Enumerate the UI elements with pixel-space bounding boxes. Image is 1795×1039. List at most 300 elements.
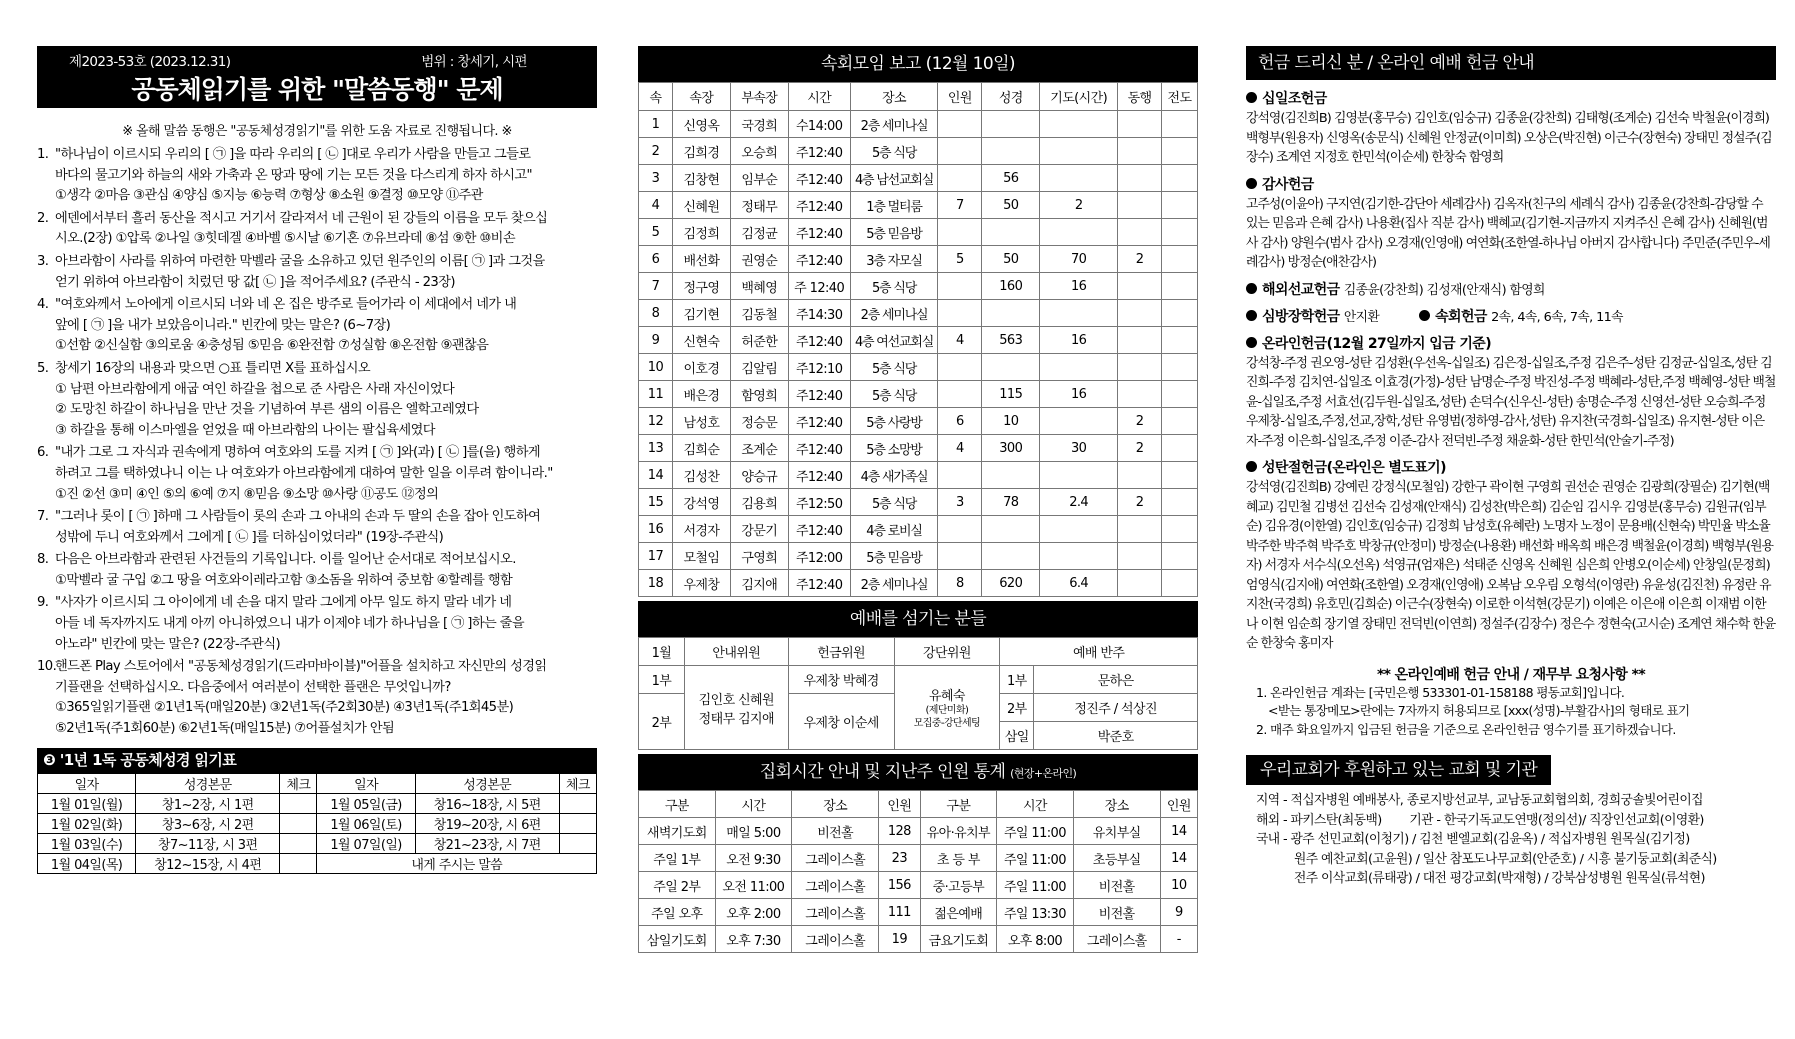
usher-1: 김인호 신혜원 (698, 692, 774, 708)
plan-cell: 1월 03일(수) (38, 833, 136, 853)
meeting-cell: 2 (1118, 246, 1162, 273)
meeting-cell (938, 300, 982, 327)
question-item (37, 550, 597, 591)
meeting-cell: 5층 식당 (850, 273, 938, 300)
meeting-cell: 주12:40 (788, 192, 850, 219)
bullet-icon (1246, 283, 1257, 294)
meeting-cell (1161, 246, 1197, 273)
question-number: 5. (37, 360, 49, 376)
attendance-cell: 14 (1160, 845, 1197, 872)
attendance-cell: 주일 오후 (639, 899, 716, 926)
meeting-cell: 7 (938, 192, 982, 219)
support-domestic-2: 원주 예찬교회(고윤원) / 일산 참포도나무교회(안준호) / 시흥 불기둥교회(최준식) (1294, 851, 1717, 867)
plan-row (38, 813, 597, 833)
meeting-cell: 2 (1118, 489, 1162, 516)
meeting-cell (938, 111, 982, 138)
attendance-row (639, 899, 1198, 926)
meeting-cell: 115 (982, 381, 1040, 408)
accomp-2-label: 2부 (1000, 694, 1034, 722)
meeting-cell (1118, 165, 1162, 192)
meeting-cell: 11 (639, 381, 673, 408)
meeting-cell: 6 (639, 246, 673, 273)
meeting-header-cell: 장소 (850, 83, 938, 111)
meeting-cell: 50 (982, 192, 1040, 219)
xmas-list: 강석영(김진희B) 강예린 강정식(모철임) 강한구 곽이현 구영희 권선순 권영순 김광희(장필순) 김기현(백혜교) 김민철 김병선 김선숙 김성재(안재식) 김성찬(박은희) 김순임 김시우 김영분(홍무승) 김원규(임부순) 김유경(이한열) 김인호(임숭규) 김정희 남성호(유혜란) 노명자 노정이 문용배(신현숙) 박민율 박소율 박주한 박주혁 박주호 박창규(안정미) 방정순(나용환) 배선화 배옥희 배은경 백철윤(이경희) 백형부(원용자) 서경자 서수식(오선옥) 석영규(엄재은) 석태준 신영옥 신혜원 심은희 안병오(이순세) 안창일(문정희) 엄영식(김지애) 여연화(조한열) 오경재(인영애) 오복남 오우림 오형석(이영란) 유윤성(김진천) 유정란 유지찬(국경희) 유호민(김희순) 이근수(장현숙) 이로한 이석현(강문기) 이예은 이은애 이은희 이재범 이한나 이현 임순희 장기열 장태민 전덕빈(이연희) 정설주(김장수) 정은수 정현숙(고시순) 조계연 채수학 한윤순 한창숙 홍미자 (1246, 480, 1776, 651)
question-text (37, 252, 597, 273)
meeting-cell (1161, 165, 1197, 192)
meeting-cell (938, 138, 982, 165)
attendance-cell: - (1160, 926, 1197, 953)
question-line (55, 614, 597, 635)
meeting-cell (1118, 570, 1162, 597)
serve-usher-names (684, 666, 788, 750)
meeting-cell: 2층 세미나실 (850, 300, 938, 327)
question-line-text: ①진 ②선 ③미 ④인 ⑤의 ⑥예 ⑦지 ⑧믿음 ⑨소망 ⑩사랑 ⑪공도 ⑫정의 (55, 486, 439, 502)
meeting-cell: 주12:10 (788, 354, 850, 381)
meeting-cell: 신현숙 (672, 327, 730, 354)
plan-header-cell: 성경본문 (415, 773, 559, 793)
meeting-cell: 김정희 (672, 219, 730, 246)
attendance-cell: 금요기도회 (920, 926, 997, 953)
meeting-cell (1161, 219, 1197, 246)
meeting-cell: 주12:40 (788, 219, 850, 246)
meeting-cell (1161, 138, 1197, 165)
tithe-list: 강석영(김진희B) 김영분(홍무승) 김인호(임숭규) 김종윤(강찬희) 김태형(조계순) 김선숙 박철윤(이경희) 백형부(원용자) 신영옥(송문식) 신혜원 안정균(이미희) 오상은(박진현) 이근수(장현숙) 장태민 정설주(김장수) 조계연 지정호 한민석(이순세) 한창숙 함영희 (1246, 111, 1772, 165)
meeting-cell: 정구영 (672, 273, 730, 300)
attendance-header-cell: 인원 (879, 791, 920, 818)
question-line-text: 바다의 물고기와 하늘의 새와 가축과 온 땅과 땅에 기는 모든 것을 다스리게 하자 하시고" (55, 167, 533, 183)
service-staff-table (638, 637, 1198, 750)
meeting-cell (1118, 192, 1162, 219)
accomp-1-label: 1부 (1000, 666, 1034, 694)
meeting-cell: 이호경 (672, 354, 730, 381)
meeting-cell: 신영옥 (672, 111, 730, 138)
attendance-cell: 오전 11:00 (715, 872, 792, 899)
question-item (37, 359, 597, 441)
attendance-cell: 오전 9:30 (715, 845, 792, 872)
meeting-row (639, 381, 1198, 408)
meeting-row (639, 165, 1198, 192)
xmas-section-title (1246, 459, 1776, 478)
question-line-text: 에덴에서부터 흘러 동산을 적시고 거기서 갈라져서 네 근원이 된 강들의 이름을 모두 찾으십 (55, 210, 548, 226)
meeting-cell: 4 (639, 192, 673, 219)
meeting-row (639, 543, 1198, 570)
meeting-cell (1161, 354, 1197, 381)
support-local: 지역 - 적십자병원 예배봉사, 종로지방선교부, 교남동교회협의회, 경희궁솔빛어린이집 (1256, 793, 1703, 808)
meeting-cell: 배선화 (672, 246, 730, 273)
meeting-cell (982, 111, 1040, 138)
plan-check-cell[interactable] (559, 793, 596, 813)
meeting-header-cell: 전도 (1161, 83, 1197, 111)
meeting-cell: 김정균 (730, 219, 788, 246)
meeting-cell: 9 (639, 327, 673, 354)
question-item (37, 252, 597, 293)
question-line (55, 635, 597, 656)
meeting-cell (938, 381, 982, 408)
meeting-row (639, 354, 1198, 381)
meeting-cell (1040, 300, 1118, 327)
meeting-cell (1040, 219, 1118, 246)
question-number: 3. (37, 253, 49, 269)
meeting-cell: 5 (938, 246, 982, 273)
meeting-cell: 16 (1040, 273, 1118, 300)
support-title: 우리교회가 후원하고 있는 교회 및 기관 (1246, 755, 1551, 785)
meeting-report-table (638, 82, 1198, 597)
question-line-text: 기플랜을 선택하십시오. 다음중에서 여러분이 선택한 플랜은 무엇입니까? (55, 679, 451, 695)
meeting-row (639, 462, 1198, 489)
meeting-cell: 4층 새가족실 (850, 462, 938, 489)
plan-cell: 창1~2장, 시 1편 (136, 793, 280, 813)
question-line-text: 아들 네 독자까지도 내게 아끼 아니하였으니 내가 이제야 네가 하나님을 [ ㉠ ]하는 줄을 (55, 616, 524, 632)
support-domestic-3: 전주 이삭교회(류태광) / 대전 평강교회(박재형) / 강북삼성병원 원목실(류석현) (1294, 871, 1705, 886)
attendance-cell: 비전홀 (1073, 872, 1160, 899)
attendance-cell: 중·고등부 (920, 872, 997, 899)
question-line (55, 186, 597, 207)
serve-accomp-header: 예배 반주 (1000, 638, 1198, 666)
meeting-cell (938, 516, 982, 543)
bullet-icon (1246, 310, 1257, 321)
attendance-cell: 그레이스홀 (792, 872, 879, 899)
meeting-cell (1161, 192, 1197, 219)
meeting-cell (1118, 462, 1162, 489)
offering-column (1246, 46, 1776, 889)
meeting-cell (938, 273, 982, 300)
question-line-text: "내가 그로 그 자식과 권속에게 명하여 여호와의 도를 지켜 [ ㉠ ]와(과) [ ㉡ ]를(을) 행하게 (55, 445, 541, 461)
question-number: 1. (37, 147, 49, 162)
meeting-cell: 13 (639, 435, 673, 462)
meeting-cell (1040, 111, 1118, 138)
question-text (37, 657, 597, 678)
meeting-cell: 70 (1040, 246, 1118, 273)
meeting-cell (1118, 381, 1162, 408)
meeting-cell: 56 (982, 165, 1040, 192)
attendance-cell: 비전홀 (1073, 899, 1160, 926)
question-line-text: ① 남편 아브라함에게 애굽 여인 하갈을 첩으로 준 사람은 사래 자신이었다 (55, 381, 455, 397)
meeting-cell: 14 (639, 462, 673, 489)
meeting-cell: 강문기 (730, 516, 788, 543)
question-line-text: 앞에 [ ㉠ ]을 내가 보았음이니라." 빈칸에 맞는 말은? (6~7장) (55, 317, 391, 333)
meeting-cell: 6.4 (1040, 570, 1118, 597)
meeting-cell: 15 (639, 489, 673, 516)
attendance-cell: 새벽기도회 (639, 818, 716, 845)
serve-altar-header: 강단위원 (894, 638, 1000, 666)
attendance-cell: 그레이스홀 (792, 926, 879, 953)
meeting-report-body (639, 111, 1198, 597)
meeting-cell (1161, 111, 1197, 138)
attendance-subtitle: (현장+온라인) (1010, 767, 1077, 780)
meeting-cell: 주12:40 (788, 138, 850, 165)
accomp-1-name: 문하은 (1034, 666, 1198, 694)
attendance-cell: 156 (879, 872, 920, 899)
meeting-cell (982, 543, 1040, 570)
meeting-row (639, 138, 1198, 165)
meeting-cell (1161, 570, 1197, 597)
plan-header-cell: 일자 (38, 773, 136, 793)
meeting-cell: 주12:00 (788, 543, 850, 570)
meeting-cell (1118, 354, 1162, 381)
attendance-header-cell: 장소 (792, 791, 879, 818)
plan-check-cell[interactable] (559, 833, 596, 853)
meeting-cell (1118, 273, 1162, 300)
meeting-cell: 4층 남선교회실 (850, 165, 938, 192)
question-number: 4. (37, 297, 49, 313)
meeting-cell: 4 (938, 327, 982, 354)
attendance-header-cell: 인원 (1160, 791, 1197, 818)
online-list: 강석창-주정 권오영-성탄 김성환(우선옥-십일조) 김은정-십일조,주정 김은주-성탄 김정균-십일조,성탄 김진희-주정 김치연-십일조 이효경(가정)-성탄 남명순-주정 박진성-주정 백혜라-성탄,주정 백혜영-성탄 백철윤-십일조,주정 서효선(김두원-십일조,성탄) 손덕수(신우신-성탄) 송명순-주정 신영선-성탄 오승희-주정 우제창-십일조,주정,선교,장학,성탄 유영범(정하영-감사,성탄) 유지찬(국경희-십일조) 유지현-성탄 이은자-주정 이은희-십일조,주정 이준-감사 전덕빈-주정 채윤화-성탄 한민석(안술기-주정) (1246, 355, 1776, 449)
meeting-cell (1040, 462, 1118, 489)
attendance-cell: 주일 11:00 (997, 872, 1074, 899)
attendance-header-cell: 시간 (997, 791, 1074, 818)
meeting-cell: 30 (1040, 435, 1118, 462)
meeting-cell: 국경희 (730, 111, 788, 138)
meeting-cell: 양승규 (730, 462, 788, 489)
meeting-cell (938, 219, 982, 246)
meeting-cell: 10 (639, 354, 673, 381)
question-line-text: ⑤2년1독(주1회60분) ⑥2년1독(매일15분) ⑦어플설치가 안됨 (55, 721, 395, 737)
meeting-header-cell: 동행 (1118, 83, 1162, 111)
attendance-cell: 주일 1부 (639, 845, 716, 872)
meeting-cell: 5층 소망방 (850, 435, 938, 462)
attendance-cell: 오후 2:00 (715, 899, 792, 926)
question-line-text: ①막벨라 굴 구입 ②그 땅을 여호와이레라고함 ③소돔을 위하여 중보함 ④할례를 행함 (55, 572, 513, 588)
cell-list: 2속, 4속, 6속, 7속, 11속 (1491, 309, 1623, 325)
question-line-text: 창세기 16장의 내용과 맞으면 ○표 틀리면 X를 표하십시오 (55, 360, 370, 376)
meeting-cell: 5층 식당 (850, 381, 938, 408)
relief-title-text: 심방장학헌금 (1262, 308, 1340, 325)
serve-usher-header: 안내위원 (684, 638, 788, 666)
meeting-cell: 주12:40 (788, 327, 850, 354)
meeting-cell (1040, 516, 1118, 543)
meeting-cell: 김기현 (672, 300, 730, 327)
xmas-title-text: 성탄절헌금(온라인은 별도표기) (1262, 460, 1446, 476)
online-guide-title: ** 온라인예배 헌금 안내 / 재무부 요청사항 ** (1376, 666, 1646, 683)
online-title-text: 온라인헌금(12월 27일까지 입금 기준) (1262, 335, 1491, 352)
meeting-cell: 16 (639, 516, 673, 543)
meeting-cell: 강석영 (672, 489, 730, 516)
meeting-cell (1118, 219, 1162, 246)
attendance-row (639, 818, 1198, 845)
meeting-cell: 주12:40 (788, 570, 850, 597)
plan-cell: 창7~11장, 시 3편 (136, 833, 280, 853)
question-line (55, 698, 597, 719)
mission-title-text: 해외선교헌금 (1262, 281, 1340, 298)
meeting-cell: 8 (938, 570, 982, 597)
question-line (55, 571, 597, 592)
guide-line-2: 2. 매주 화요일까지 입금된 헌금을 기준으로 온라인헌금 영수기를 표기하겠습니다. (1256, 721, 1676, 737)
plan-check-cell[interactable] (280, 793, 317, 813)
meeting-cell (1161, 327, 1197, 354)
question-line (55, 380, 597, 401)
question-line-text: "그러나 롯이 [ ㉠ ]하매 그 사람들이 롯의 손과 그 아내의 손과 두 딸의 손을 잡아 인도하여 (55, 509, 541, 525)
mission-section-title (1246, 281, 1776, 300)
meeting-cell: 모철임 (672, 543, 730, 570)
question-line (55, 485, 597, 506)
meeting-header-cell: 속 (639, 83, 673, 111)
meeting-cell: 주12:40 (788, 165, 850, 192)
plan-cell: 창19~20장, 시 6편 (415, 813, 559, 833)
meeting-header-cell: 부속장 (730, 83, 788, 111)
attendance-row (639, 845, 1198, 872)
meeting-cell (1040, 138, 1118, 165)
serve-part-2: 2부 (639, 694, 685, 750)
meeting-cell: 주12:50 (788, 489, 850, 516)
attendance-row (639, 926, 1198, 953)
question-line-text: 시오.(2장) ①압록 ②나일 ③힛데겔 ④바벨 ⑤시날 ⑥기혼 ⑦유브라데 ⑧섬 ⑨한 ⑩비손 (55, 231, 515, 247)
meeting-cell: 허준한 (730, 327, 788, 354)
support-overseas: 해외 - 파키스탄(최동백) 기관 - 한국기독교도연맹(정의선)/ 직장인선교회(이영환) (1256, 812, 1704, 828)
plan-cell: 1월 05일(금) (317, 793, 415, 813)
serve-month: 1월 (639, 638, 685, 666)
meeting-cell: 구영희 (730, 543, 788, 570)
meeting-cell (1161, 489, 1197, 516)
plan-cell: 1월 01일(월) (38, 793, 136, 813)
meeting-cell: 김창현 (672, 165, 730, 192)
question-number: 7. (37, 509, 49, 525)
meeting-cell: 김성찬 (672, 462, 730, 489)
meeting-cell: 17 (639, 543, 673, 570)
meeting-row (639, 408, 1198, 435)
reading-plan-table (37, 773, 597, 874)
tithe-title-text: 십일조헌금 (1262, 91, 1327, 107)
attendance-cell: 9 (1160, 899, 1197, 926)
guide-line-1b: <받는 통장메모>란에는 7자까지 허용되므로 [xxx(성명)-부활감사]의 형태로 표기 (1268, 703, 1690, 718)
question-text (37, 295, 597, 316)
report-column (638, 46, 1198, 953)
reading-plan-header-row (38, 773, 597, 793)
meeting-cell (982, 138, 1040, 165)
meeting-cell: 김알림 (730, 354, 788, 381)
reading-plan-body (38, 793, 597, 873)
question-line (55, 336, 597, 357)
attendance-cell: 초 등 부 (920, 845, 997, 872)
meeting-cell (938, 543, 982, 570)
meeting-cell: 정태무 (730, 192, 788, 219)
meeting-cell: 3 (938, 489, 982, 516)
meeting-cell: 우제창 (672, 570, 730, 597)
question-line-text: 얻기 위하여 아브라함이 치렀던 땅 값[ ㉡ ]을 적어주세요? (주관식 - 23장) (55, 274, 455, 290)
reading-plan-title: ❸ '1년 1독 공동체성경 읽기표 (37, 748, 597, 773)
meeting-cell: 3층 자모실 (850, 246, 938, 273)
meeting-cell: 권영순 (730, 246, 788, 273)
question-line (55, 678, 597, 699)
attendance-header-cell: 장소 (1073, 791, 1160, 818)
question-number: 2. (37, 210, 49, 226)
plan-cell: 1월 06일(토) (317, 813, 415, 833)
relief-list: 안지환 (1343, 309, 1380, 325)
attendance-cell: 주일 11:00 (997, 845, 1074, 872)
plan-header-cell: 체크 (280, 773, 317, 793)
meeting-cell: 50 (982, 246, 1040, 273)
meeting-row (639, 327, 1198, 354)
meeting-cell: 4층 로비실 (850, 516, 938, 543)
thanks-list: 고주성(이윤아) 구지연(김기한-감단아 세례감사) 김옥자(친구의 세례식 감사) 김종윤(강찬희-감당할 수 있는 믿음과 은혜 감사) 나용환(집사 직분 감사) 백혜교(김기현-지금까지 지켜주신 은혜 감사) 신혜원(범사 감사) 양원수(범사 감사) 오경재(인영애) 여연화(조한열-하나님 아버지 감사합니다) 주민준(주민우-세례감사) 방정순(애찬감사) (1246, 196, 1770, 270)
question-item (37, 507, 597, 548)
attendance-header-cell: 구분 (639, 791, 716, 818)
meeting-cell (1040, 543, 1118, 570)
guide-line-1: 1. 온라인헌금 계좌는 [국민은행 533301-01-158188 평동교회]입니다. (1256, 684, 1625, 700)
meeting-cell: 16 (1040, 381, 1118, 408)
plan-check-cell[interactable] (559, 813, 596, 833)
meeting-cell (938, 165, 982, 192)
online-section-title (1246, 335, 1776, 354)
meeting-row (639, 219, 1198, 246)
plan-check-cell[interactable] (280, 833, 317, 853)
meeting-cell (982, 354, 1040, 381)
meeting-cell (1161, 516, 1197, 543)
question-line (55, 166, 597, 187)
question-line (55, 528, 597, 549)
meeting-cell (1118, 543, 1162, 570)
meeting-cell: 5층 식당 (850, 489, 938, 516)
question-item (37, 209, 597, 250)
meeting-cell: 2 (1118, 408, 1162, 435)
question-line-text: ③ 하갈을 통해 이스마엘을 얻었을 때 아브라함의 나이는 팔십육세였다 (55, 422, 435, 438)
bullet-icon (1246, 92, 1257, 103)
attendance-cell: 111 (879, 899, 920, 926)
attendance-title-text: 집회시간 안내 및 지난주 인원 통계 (759, 762, 1006, 782)
offering-1: 우제창 박혜경 (788, 666, 894, 694)
attendance-header-cell: 구분 (920, 791, 997, 818)
plan-check-cell[interactable] (280, 813, 317, 833)
plan-check-cell[interactable] (280, 853, 317, 873)
meeting-header-cell: 시간 (788, 83, 850, 111)
meeting-cell: 5층 식당 (850, 354, 938, 381)
question-line (55, 316, 597, 337)
meeting-cell: 4 (938, 435, 982, 462)
issue-header (37, 46, 597, 108)
meeting-cell: 5층 믿음방 (850, 219, 938, 246)
relief-cell-section (1246, 308, 1776, 327)
question-item (37, 443, 597, 505)
meeting-cell: 563 (982, 327, 1040, 354)
meeting-cell: 주12:40 (788, 516, 850, 543)
meeting-cell: 주14:30 (788, 300, 850, 327)
attendance-cell: 삼일기도회 (639, 926, 716, 953)
bullet-icon (1419, 310, 1430, 321)
question-line-text: ② 도망친 하갈이 하나님을 만난 것을 기념하여 부른 샘의 이름은 엘학고레였다 (55, 402, 479, 418)
attendance-row (639, 872, 1198, 899)
question-number: 10. (37, 659, 57, 675)
meeting-cell: 주12:40 (788, 381, 850, 408)
plan-cell: 창16~18장, 시 5편 (415, 793, 559, 813)
altar-cell (894, 666, 1000, 750)
question-line-text: ①365일읽기플랜 ②1년1독(매일20분) ③2년1독(주2회30분) ④3년1독(주1회45분) (55, 700, 514, 716)
altar-note-1: (제단미화) (925, 705, 969, 716)
meeting-cell: 김지애 (730, 570, 788, 597)
usher-2: 정태무 김지애 (698, 711, 774, 727)
meeting-cell (1040, 354, 1118, 381)
plan-row (38, 833, 597, 853)
support-list (1246, 791, 1776, 889)
plan-cell: 창3~6장, 시 2편 (136, 813, 280, 833)
offering-header: 헌금 드리신 분 / 온라인 예배 헌금 안내 (1246, 46, 1776, 80)
meeting-cell: 정승문 (730, 408, 788, 435)
meeting-header-cell: 기도(시간) (1040, 83, 1118, 111)
attendance-cell: 23 (879, 845, 920, 872)
meeting-cell: 조계순 (730, 435, 788, 462)
attendance-cell: 그레이스홀 (792, 899, 879, 926)
plan-cell: 창12~15장, 시 4편 (136, 853, 280, 873)
meeting-cell: 16 (1040, 327, 1118, 354)
meeting-cell: 백혜영 (730, 273, 788, 300)
meeting-cell: 서경자 (672, 516, 730, 543)
question-line-text: 아노라" 빈칸에 맞는 말은? (22장-주관식) (55, 636, 281, 652)
meeting-cell: 김용희 (730, 489, 788, 516)
meeting-cell: 2층 세미나실 (850, 570, 938, 597)
attendance-cell: 매일 5:00 (715, 818, 792, 845)
meeting-row (639, 111, 1198, 138)
plan-cell: 1월 04일(목) (38, 853, 136, 873)
